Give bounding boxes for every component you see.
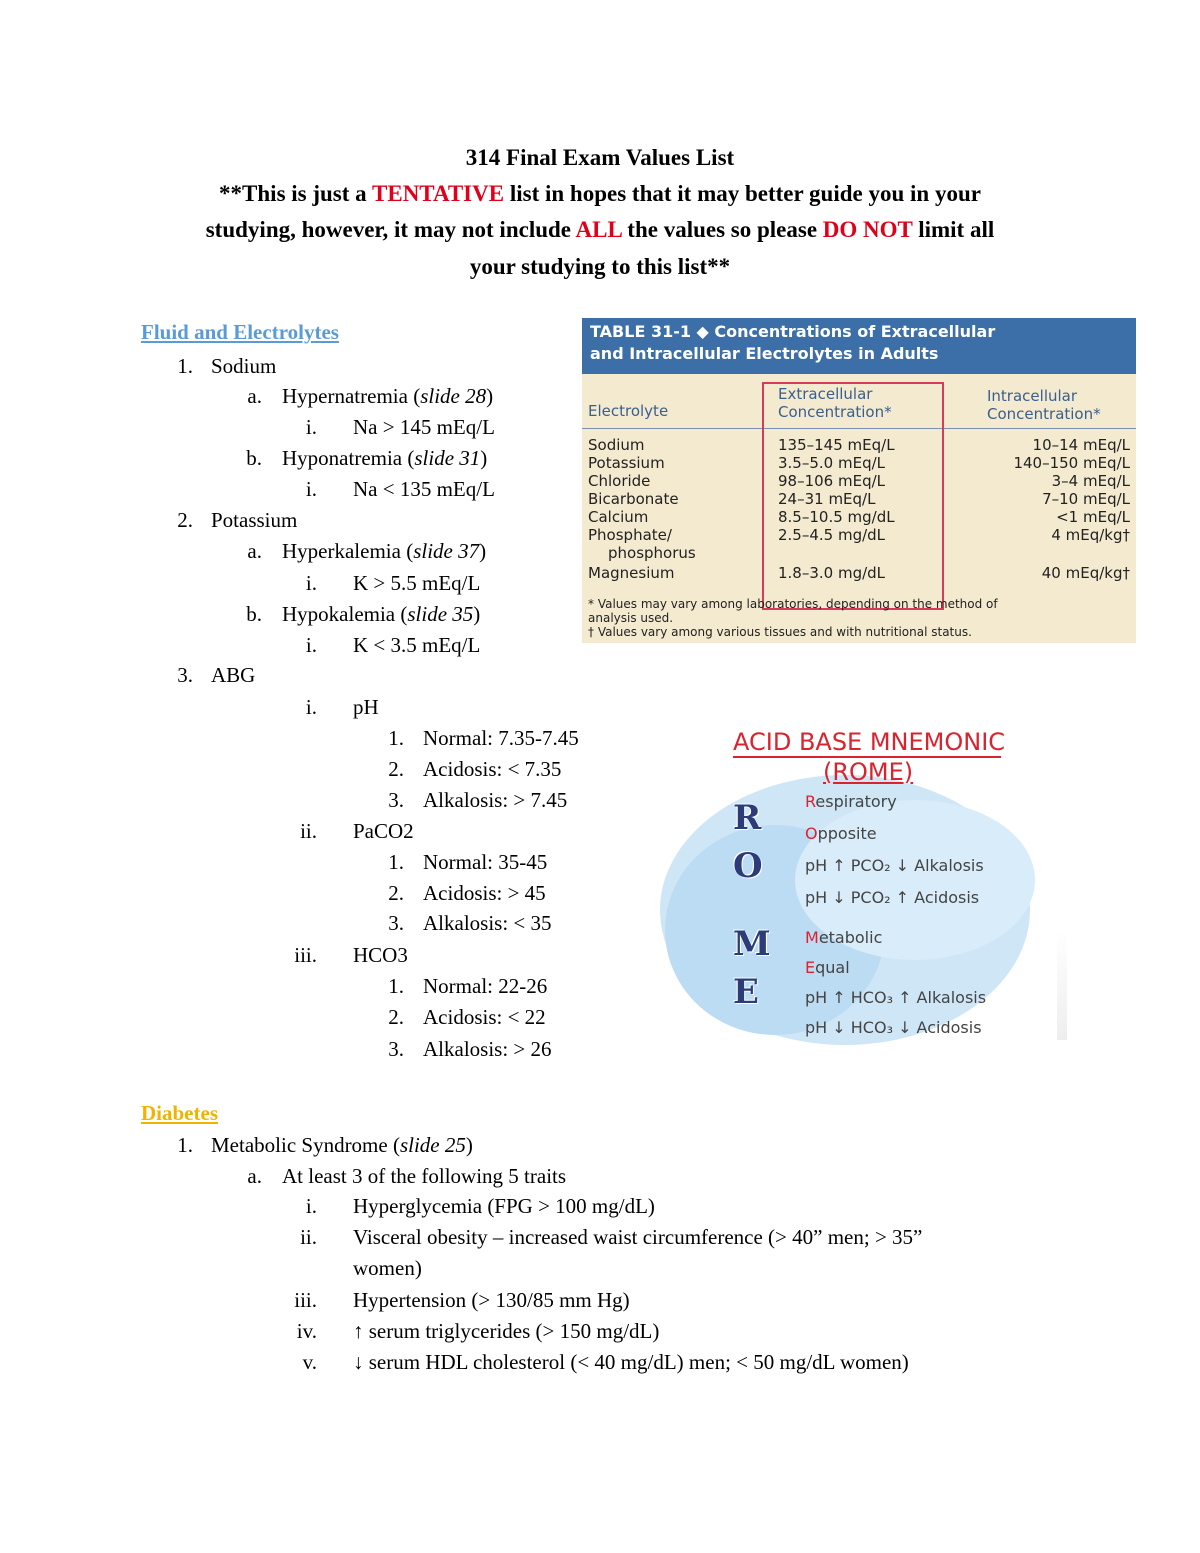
list-item-text: ABG: [211, 663, 256, 687]
disclaimer-text: list in hopes that it may better guide you in your: [504, 181, 981, 206]
mnemonic-letter-e: E: [733, 972, 759, 1012]
list-item-text: Alkalosis: < 35: [423, 911, 552, 935]
slide-reference: slide 28: [420, 384, 487, 408]
list-item-text: Sodium: [211, 354, 277, 378]
acid-base-mnemonic: [655, 720, 1085, 1050]
list-marker: 2.: [388, 757, 404, 781]
intracellular-value: 4 mEq/kg†: [1051, 526, 1130, 544]
list-marker: 3.: [177, 663, 193, 687]
list-item-text: Acidosis: < 7.35: [423, 757, 562, 781]
list-item-text: ↓ serum HDL cholesterol (< 40 mg/dL) men; < 50 mg/dL women): [353, 1350, 909, 1374]
extracellular-value: 135–145 mEq/L: [778, 436, 895, 454]
mnemonic-initial: E: [805, 958, 816, 977]
electrolyte-name: Chloride: [588, 472, 651, 490]
intracellular-value: 40 mEq/kg†: [1041, 564, 1130, 582]
table-title-line-2: and Intracellular Electrolytes in Adults: [590, 344, 939, 363]
list-item-text: Normal: 22-26: [423, 974, 548, 998]
list-marker: a.: [247, 1164, 262, 1188]
list-marker: iv.: [296, 1319, 317, 1343]
disclaimer-text: **This is just a: [219, 181, 373, 206]
list-item-text: Hyperglycemia (FPG > 100 mg/dL): [353, 1194, 655, 1218]
disclaimer-line-1: [0, 176, 1200, 212]
fluid-electrolytes-heading: Fluid and Electrolytes: [141, 320, 339, 344]
diabetes-heading: Diabetes: [141, 1101, 218, 1125]
list-marker: iii.: [294, 1288, 317, 1312]
list-marker: i.: [305, 695, 317, 719]
extracellular-value: 98–106 mEq/L: [778, 472, 886, 490]
list-marker: v.: [302, 1350, 317, 1374]
list-marker: 1.: [388, 850, 404, 874]
list-item-text: HCO3: [353, 943, 408, 967]
list-marker: b.: [246, 446, 262, 470]
mnemonic-line: pH ↑ PCO₂ ↓ Alkalosis: [805, 856, 984, 875]
all-emphasis: ALL: [575, 217, 622, 242]
table-title-line-1: TABLE 31-1 ◆ Concentrations of Extracellular: [590, 322, 996, 341]
list-marker: 2.: [177, 508, 193, 532]
mnemonic-line: Equal: [805, 958, 850, 977]
list-marker: 2.: [388, 881, 404, 905]
extracellular-value: 24–31 mEq/L: [778, 490, 876, 508]
mnemonic-initial: O: [805, 824, 818, 843]
list-marker: a.: [247, 539, 262, 563]
mnemonic-letter-o: O: [733, 846, 763, 886]
list-marker: 1.: [177, 1133, 193, 1157]
list-item-text: Metabolic Syndrome (slide 25): [211, 1133, 473, 1157]
list-marker: i.: [305, 1194, 317, 1218]
disclaimer-line-2: [0, 212, 1200, 248]
col-header-extracellular-concentration: Concentration*: [778, 403, 892, 421]
mnemonic-line: pH ↑ HCO₃ ↑ Alkalosis: [805, 988, 987, 1007]
list-item-text: At least 3 of the following 5 traits: [282, 1164, 567, 1188]
list-marker: i.: [305, 571, 317, 595]
list-item-text: women): [353, 1256, 422, 1280]
list-marker: 3.: [388, 911, 404, 935]
mnemonic-letter-r: R: [733, 798, 762, 838]
electrolyte-name: Potassium: [588, 454, 665, 472]
slide-reference: slide 25: [399, 1133, 466, 1157]
list-marker: 3.: [388, 788, 404, 812]
electrolyte-name: Calcium: [588, 508, 649, 526]
extracellular-value: 3.5–5.0 mEq/L: [778, 454, 885, 472]
electrolyte-name: Magnesium: [588, 564, 675, 582]
list-item-text: Potassium: [211, 508, 298, 532]
list-item-text: Acidosis: > 45: [423, 881, 546, 905]
list-marker: ii.: [300, 1225, 317, 1249]
list-item-text: Alkalosis: > 7.45: [423, 788, 568, 812]
disclaimer-line-3: your studying to this list**: [469, 254, 731, 279]
list-item-text: Alkalosis: > 26: [423, 1037, 552, 1061]
list-item-text: Hypokalemia (slide 35): [282, 602, 481, 626]
list-item-text: Na < 135 mEq/L: [353, 477, 495, 501]
list-item-text: K > 5.5 mEq/L: [353, 571, 481, 595]
list-marker: i.: [305, 633, 317, 657]
list-item-text: Normal: 7.35-7.45: [423, 726, 579, 750]
mnemonic-initial: R: [805, 792, 816, 811]
list-marker: 1.: [388, 974, 404, 998]
list-item-text: ↑ serum triglycerides (> 150 mg/dL): [353, 1319, 660, 1343]
col-header-intracellular-concentration: Concentration*: [987, 405, 1101, 423]
mnemonic-initial: M: [805, 928, 819, 947]
intracellular-value: 140–150 mEq/L: [1013, 454, 1130, 472]
table-footnote-2: analysis used.: [588, 611, 674, 625]
list-marker: i.: [305, 415, 317, 439]
list-item-text: Hypernatremia (slide 28): [282, 384, 494, 408]
mnemonic-line: Opposite: [805, 824, 877, 843]
list-marker: 1.: [388, 726, 404, 750]
electrolyte-name: phosphorus: [608, 544, 696, 562]
list-item-text: Hypertension (> 130/85 mm Hg): [353, 1288, 630, 1312]
list-marker: ii.: [300, 819, 317, 843]
col-header-extracellular: Extracellular: [778, 385, 873, 403]
slide-reference: slide 35: [407, 602, 474, 626]
list-item-text: Normal: 35-45: [423, 850, 548, 874]
extracellular-value: 1.8–3.0 mg/dL: [778, 564, 886, 582]
intracellular-value: 3–4 mEq/L: [1051, 472, 1130, 490]
intracellular-value: 7–10 mEq/L: [1042, 490, 1130, 508]
tentative-emphasis: TENTATIVE: [372, 181, 505, 206]
extracellular-value: 8.5–10.5 mg/dL: [778, 508, 895, 526]
mnemonic-line: Respiratory: [805, 792, 897, 811]
electrolyte-name: Sodium: [588, 436, 645, 454]
page-title: 314 Final Exam Values List: [465, 145, 735, 170]
list-marker: 1.: [177, 354, 193, 378]
list-item-text: PaCO2: [353, 819, 414, 843]
disclaimer-text: studying, however, it may not include: [205, 217, 576, 242]
table-footnote-1: * Values may vary among laboratories, depending on the method of: [588, 597, 998, 611]
list-marker: b.: [246, 602, 262, 626]
list-item-text: Hyponatremia (slide 31): [282, 446, 488, 470]
mnemonic-line: pH ↓ HCO₃ ↓ Acidosis: [805, 1018, 982, 1037]
list-marker: iii.: [294, 943, 317, 967]
mnemonic-line: pH ↓ PCO₂ ↑ Acidosis: [805, 888, 980, 907]
intracellular-value: <1 mEq/L: [1056, 508, 1130, 526]
electrolyte-concentration-table: [582, 318, 1136, 643]
list-marker: 3.: [388, 1037, 404, 1061]
list-item-text: K < 3.5 mEq/L: [353, 633, 481, 657]
image-credit-strip: [1057, 930, 1067, 1040]
do-not-emphasis: DO NOT: [822, 217, 913, 242]
list-item-text: Acidosis: < 22: [423, 1005, 546, 1029]
slide-reference: slide 31: [414, 446, 481, 470]
mnemonic-line: Metabolic: [805, 928, 883, 947]
list-item-text: Visceral obesity – increased waist circumference (> 40” men; > 35”: [353, 1225, 923, 1249]
extracellular-value: 2.5–4.5 mg/dL: [778, 526, 886, 544]
slide-reference: slide 37: [413, 539, 480, 563]
intracellular-value: 10–14 mEq/L: [1032, 436, 1130, 454]
list-marker: 2.: [388, 1005, 404, 1029]
electrolyte-name: Phosphate/: [588, 526, 672, 544]
mnemonic-letter-m: M: [733, 924, 771, 964]
col-header-electrolyte: Electrolyte: [588, 402, 669, 420]
list-item-text: Na > 145 mEq/L: [353, 415, 495, 439]
list-item-text: Hyperkalemia (slide 37): [282, 539, 487, 563]
list-marker: i.: [305, 477, 317, 501]
electrolyte-name: Bicarbonate: [588, 490, 679, 508]
disclaimer-text: the values so please: [621, 217, 823, 242]
table-footnote-3: † Values vary among various tissues and with nutritional status.: [588, 625, 972, 639]
col-header-intracellular: Intracellular: [987, 387, 1078, 405]
mnemonic-title: ACID BASE MNEMONIC: [733, 728, 1006, 756]
mnemonic-subtitle: (ROME): [823, 758, 914, 786]
disclaimer-text: limit all: [912, 217, 995, 242]
list-item-text: pH: [353, 695, 379, 719]
list-marker: a.: [247, 384, 262, 408]
